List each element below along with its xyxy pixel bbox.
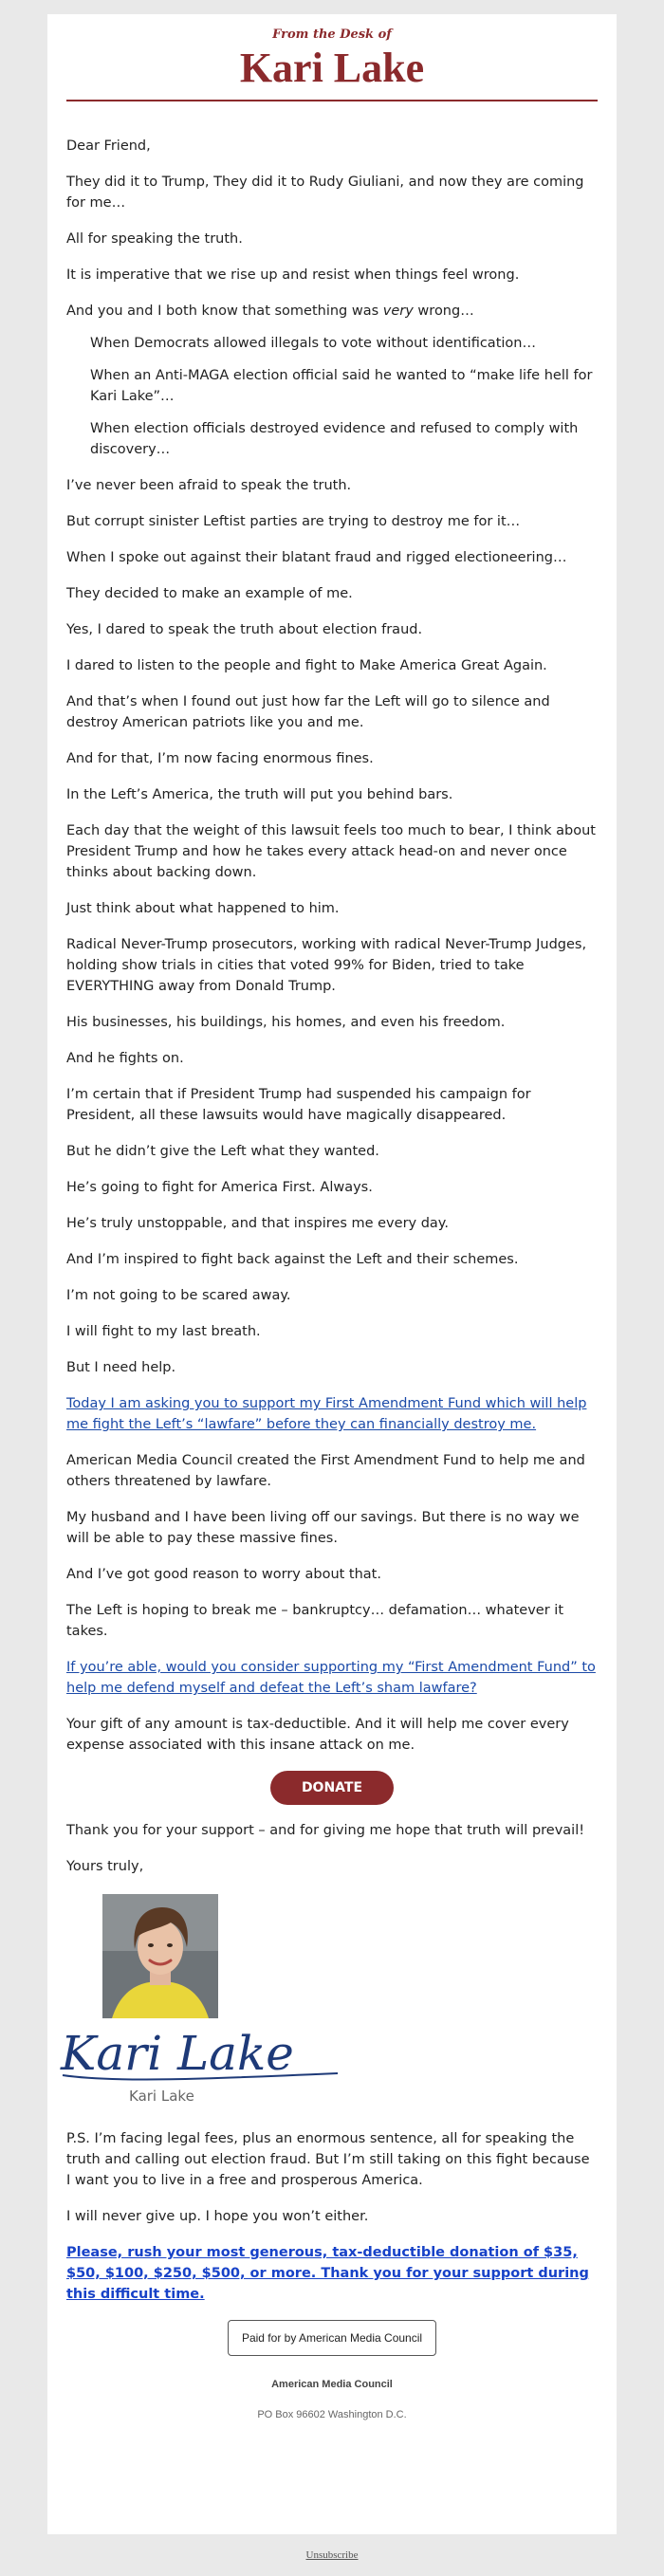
unsubscribe-link[interactable]: Unsubscribe <box>305 2549 359 2561</box>
paragraph: And I’m inspired to fight back against the Left and their schemes. <box>66 1252 519 1267</box>
postscript: P.S. I’m facing legal fees, plus an enormous sentence, all for speaking the truth and calling out election fraud. But I’m still taking on this fight because I want you to live in a free and prosperous America. <box>66 2131 590 2188</box>
mailing-address: PO Box 96602 Washington D.C. <box>257 2409 407 2420</box>
disclaimer-row <box>66 2320 598 2356</box>
donate-button[interactable]: DONATE <box>270 1771 394 1805</box>
support-fund-link[interactable]: If you’re able, would you consider supporting my “First Amendment Fund” to help me defend myself and defeat the Left’s sham lawfare? <box>66 1660 596 1696</box>
paragraph: Just think about what happened to him. <box>66 901 340 916</box>
paragraph: He’s truly unstoppable, and that inspires me every day. <box>66 1216 449 1231</box>
signature-text: Kari Lake <box>61 2026 294 2081</box>
paragraph: And that’s when I found out just how far the Left will go to silence and destroy American patriots like you and me. <box>66 694 550 730</box>
letterhead <box>47 14 617 92</box>
from-desk-label: From the Desk of <box>272 28 392 42</box>
paragraph: They decided to make an example of me. <box>66 586 353 601</box>
paragraph: All for speaking the truth. <box>66 231 243 247</box>
link-paragraph <box>66 2242 598 2305</box>
paragraph: I’m not going to be scared away. <box>66 1288 291 1303</box>
paragraph: Yes, I dared to speak the truth about election fraud. <box>66 622 423 637</box>
unsubscribe-row <box>0 2549 664 2561</box>
signed-name: Kari Lake <box>129 2088 194 2105</box>
paragraph: And for that, I’m now facing enormous fines. <box>66 751 374 766</box>
paragraph: When I spoke out against their blatant fraud and rigged electioneering… <box>66 550 567 565</box>
letter-body <box>61 136 598 2422</box>
paragraph: The Left is hoping to break me – bankruptcy… defamation… whatever it takes. <box>66 1603 564 1639</box>
paragraph: I will never give up. I hope you won’t either. <box>66 2209 369 2224</box>
header-divider <box>66 100 598 101</box>
indented-item: When an Anti-MAGA election official said he wanted to “make life hell for Kari Lake”… <box>90 368 593 404</box>
paragraph: His businesses, his buildings, his homes, and even his freedom. <box>66 1015 506 1030</box>
donation-amounts-link[interactable]: Please, rush your most generous, tax-deductible donation of $35, $50, $100, $250, $500, or more. Thank you for your support during this difficult time. <box>66 2245 589 2302</box>
first-amendment-fund-link[interactable]: Today I am asking you to support my First Amendment Fund which will help me fight the Left’s “lawfare” before they can financially destroy me. <box>66 1396 587 1432</box>
paragraph-text: wrong… <box>413 304 474 319</box>
paragraph: My husband and I have been living off our savings. But there is no way we will be able to pay these massive fines. <box>66 1510 580 1546</box>
link-paragraph <box>66 1657 598 1699</box>
paragraph: I will fight to my last breath. <box>66 1324 261 1339</box>
paragraph: In the Left’s America, the truth will put you behind bars. <box>66 787 453 802</box>
paragraph: Radical Never-Trump prosecutors, working with radical Never-Trump Judges, holding show trials in cities that voted 99% for Biden, tried to take EVERYTHING away from Donald Trump. <box>66 937 587 994</box>
paragraph: But I need help. <box>66 1360 176 1375</box>
paragraph: Each day that the weight of this lawsuit feels too much to bear, I think about President Trump and how he takes every attack head-on and never once thinks about backing down. <box>66 823 596 880</box>
paragraph: I dared to listen to the people and fight to Make America Great Again. <box>66 658 547 673</box>
paragraph: Thank you for your support – and for giving me hope that truth will prevail! <box>66 1823 585 1838</box>
author-photo <box>102 1894 218 2018</box>
email-card <box>47 14 617 2534</box>
paragraph: American Media Council created the First Amendment Fund to help me and others threatened by lawfare. <box>66 1453 585 1489</box>
greeting: Dear Friend, <box>66 138 151 154</box>
paragraph-text: And you and I both know that something was <box>66 304 383 319</box>
paragraph: And he fights on. <box>66 1051 184 1066</box>
emphasis-text: very <box>382 304 414 319</box>
paragraph: It is imperative that we rise up and resist when things feel wrong. <box>66 267 520 283</box>
paragraph: And I’ve got good reason to worry about that. <box>66 1567 381 1582</box>
paragraph: But corrupt sinister Leftist parties are trying to destroy me for it… <box>66 514 521 529</box>
paragraph: He’s going to fight for America First. Always. <box>66 1180 373 1195</box>
paid-for-disclaimer: Paid for by American Media Council <box>228 2320 436 2356</box>
donate-row <box>66 1771 598 1805</box>
paragraph: I’ve never been afraid to speak the truth. <box>66 478 352 493</box>
paragraph: Your gift of any amount is tax-deductible. And it will help me cover every expense associated with this insane attack on me. <box>66 1717 569 1753</box>
closing: Yours truly, <box>66 1859 144 1874</box>
indented-item: When Democrats allowed illegals to vote without identification… <box>90 336 536 351</box>
paragraph: I’m certain that if President Trump had suspended his campaign for President, all these lawsuits would have magically disappeared. <box>66 1087 531 1123</box>
handwritten-signature <box>57 2020 341 2087</box>
paragraph <box>66 301 598 322</box>
indented-item: When election officials destroyed evidence and refused to comply with discovery… <box>90 421 579 457</box>
paragraph: They did it to Trump, They did it to Rudy Giuliani, and now they are coming for me… <box>66 175 584 211</box>
sender-name-title: Kari Lake <box>239 45 425 91</box>
paragraph: But he didn’t give the Left what they wanted. <box>66 1144 379 1159</box>
link-paragraph <box>66 1393 598 1435</box>
organization-name: American Media Council <box>271 2379 393 2390</box>
